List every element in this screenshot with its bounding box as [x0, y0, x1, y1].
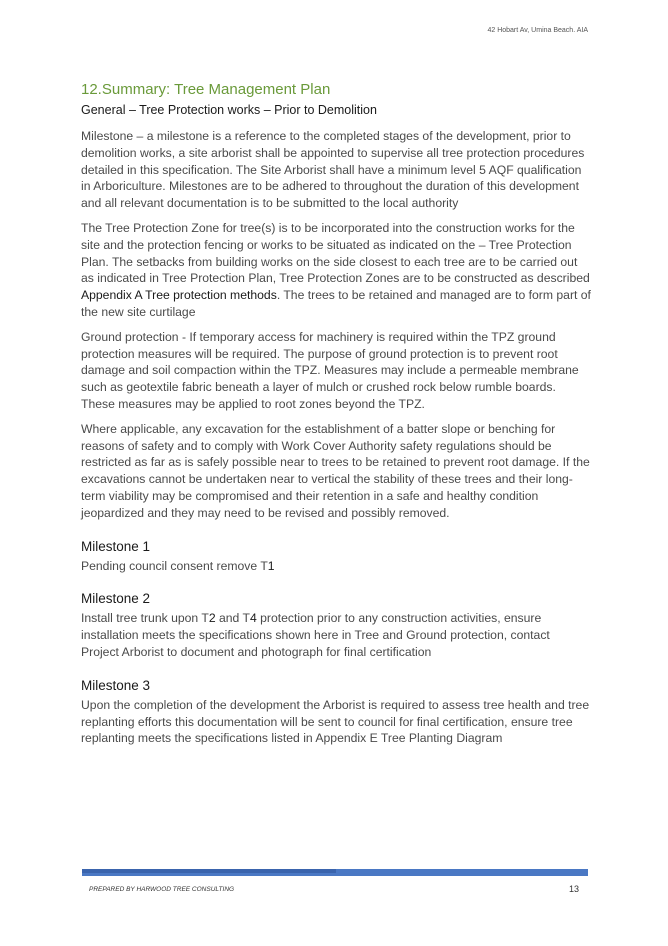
page-header: 42 Hobart Av, Umina Beach. AIA — [487, 27, 588, 34]
paragraph-milestone-intro: Milestone – a milestone is a reference to the completed stages of the development, prior to demolition works, a site arborist shall be appointed to supervise all tree protection procedures detailed in this specification. The Site Arborist shall have a minimum level 5 AQF qualification in Arboriculture. Milestones are to be adhered to throughout the duration of this development and all relevant documentation is to be submitted to the local authority — [81, 129, 585, 211]
paragraph-text: The Tree Protection Zone for tree(s) is to be incorporated into the construction works for the site and the protection fencing or works to be situated as indicated on the – Tree Protection Plan. The setbacks from building works on the side closest to each tree are to be carried out as indicated in Tree Protection Plan, Tree Protection Zones are to be constructed as described — [81, 220, 590, 286]
tree-number: 1 — [267, 558, 275, 573]
milestone-text: Pending council consent remove T — [81, 558, 268, 573]
appendix-a-reference: Appendix A Tree protection methods — [81, 288, 277, 303]
footer-rule-accent — [82, 869, 336, 873]
paragraph-ground-protection: Ground protection - If temporary access for machinery is required within the TPZ ground protection measures will be required. The purpose of ground protection is to prevent root damage and soil compaction within the TPZ. Measures may include a permeable membrane such as geotextile fabric beneath a layer of mulch or crushed rock below rumble boards. These measures may be applied to root zones beyond the TPZ. — [81, 329, 579, 411]
milestone-text: and T — [215, 611, 250, 626]
tree-number: 4 — [249, 611, 257, 626]
milestone-2-heading: Milestone 2 — [81, 591, 151, 607]
milestone-1-text — [81, 558, 591, 575]
milestone-1-heading: Milestone 1 — [81, 538, 151, 554]
milestone-3-heading: Milestone 3 — [81, 677, 151, 693]
tree-number: 2 — [208, 611, 216, 626]
paragraph-text: . The trees to be retained and managed are to form part of the new site curtilage — [81, 288, 591, 319]
section-subtitle: General – Tree Protection works – Prior to Demolition — [81, 103, 377, 117]
paragraph-excavation: Where applicable, any excavation for the establishment of a batter slope or benching for reasons of safety and to comply with Work Cover Authority safety regulations should be restricted as far as is safely possible near to trees to be retained to prevent root damage. If the excavations cannot be undertaken near to vertical the stability of these trees and their long-term viability may be compromised and their retention in a safe and healthy condition jeopardized and they may need to be revised and possibly removed. — [81, 421, 590, 520]
page-number: 13 — [568, 884, 579, 894]
milestone-3-text: Upon the completion of the development the Arborist is required to assess tree health and tree replanting efforts this documentation will be sent to council for final certification, ensure tree replanting meets the specifications listed in Appendix E Tree Planting Diagram — [81, 697, 590, 746]
section-title: 12.Summary: Tree Management Plan — [81, 81, 331, 98]
paragraph-tpz — [81, 220, 591, 321]
milestone-text: protection prior to any construction activities, ensure installation meets the specifications shown here in Tree and Ground protection, contact Project Arborist to document and photograph for final certification — [81, 611, 550, 659]
footer-credit: PREPARED BY HARWOOD TREE CONSULTING — [89, 886, 235, 893]
document-body — [81, 80, 591, 747]
milestone-text: Install tree trunk upon T — [81, 611, 209, 626]
milestone-2-text — [81, 610, 591, 660]
